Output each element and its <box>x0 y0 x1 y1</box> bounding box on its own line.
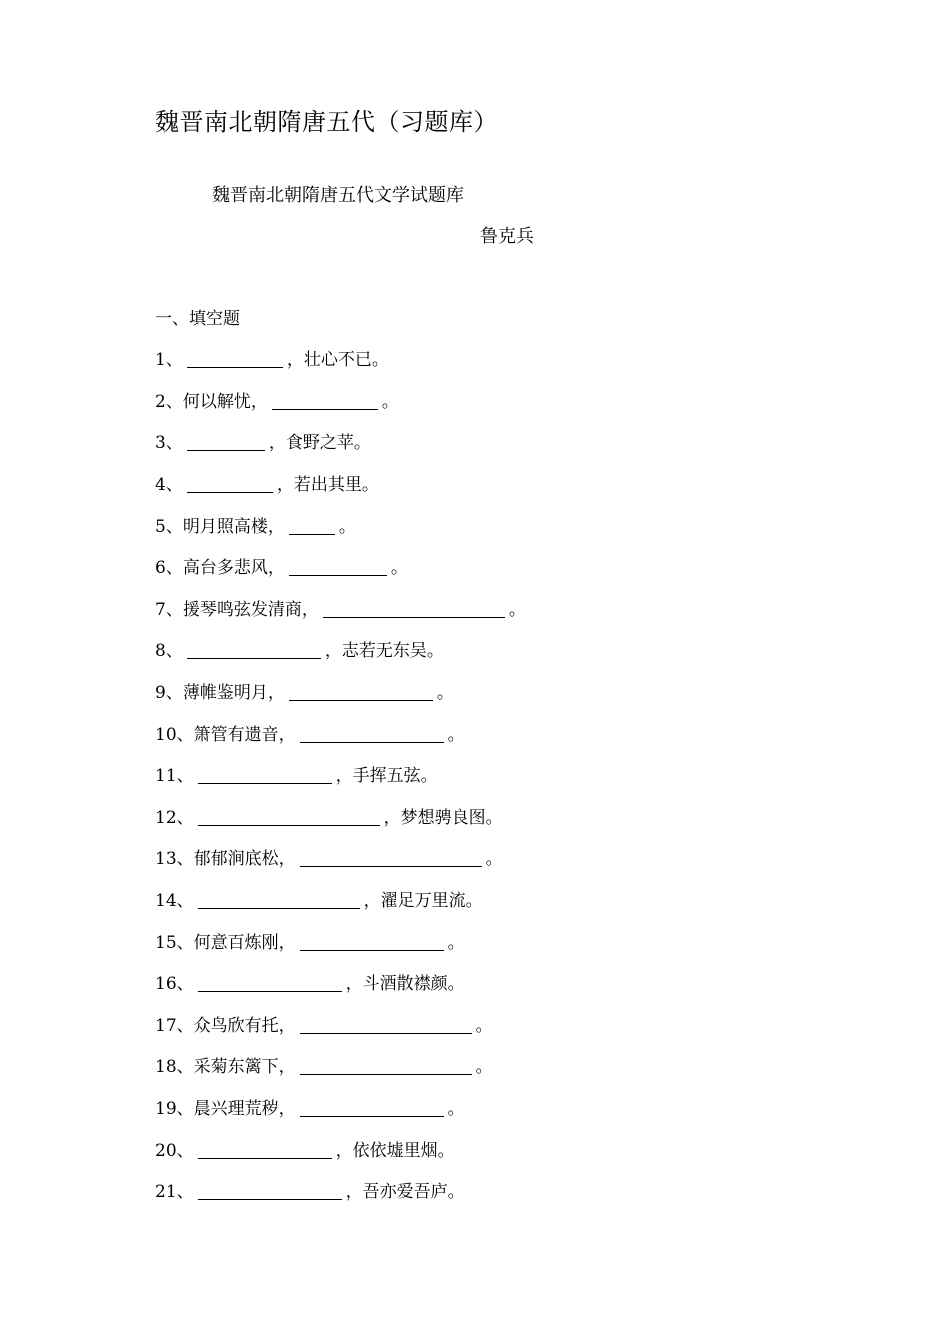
author-name: 鲁克兵 <box>480 226 534 247</box>
question-number: 6、 <box>155 558 183 578</box>
answer-blank <box>198 973 342 992</box>
question-prompt: 采菊东篱下， <box>193 1057 296 1077</box>
question-prompt: ，依依墟里烟。 <box>335 1141 455 1161</box>
question-number: 21、 <box>155 1182 194 1202</box>
question-prompt: ，志若无东吴。 <box>324 641 444 661</box>
answer-blank <box>187 432 265 451</box>
question-item <box>155 1137 455 1161</box>
question-number: 1、 <box>155 350 183 370</box>
answer-blank <box>323 599 505 618</box>
question-prompt: ，濯足万里流。 <box>363 891 483 911</box>
answer-blank <box>198 1181 342 1200</box>
question-item <box>155 1178 465 1202</box>
question-item <box>155 679 454 703</box>
question-item <box>155 762 438 786</box>
question-item <box>155 471 379 495</box>
question-item <box>155 721 465 745</box>
question-number: 2、 <box>155 392 183 412</box>
question-prompt: ，吾亦爱吾庐。 <box>345 1182 465 1202</box>
question-number: 15、 <box>155 933 194 953</box>
answer-blank <box>289 557 387 576</box>
question-prompt: ，食野之苹。 <box>268 433 371 453</box>
question-prompt: ，手挥五弦。 <box>335 766 438 786</box>
question-prompt: 何以解忧， <box>182 392 268 412</box>
answer-blank <box>300 1098 444 1117</box>
question-item <box>155 845 503 869</box>
question-prompt: 。 <box>475 1057 493 1077</box>
question-prompt: 晨兴理荒秽， <box>193 1099 296 1119</box>
question-prompt: 郁郁涧底松， <box>193 849 296 869</box>
section-heading: 一、填空题 <box>155 309 240 329</box>
answer-blank <box>198 1140 332 1159</box>
question-prompt: 高台多悲风， <box>182 558 285 578</box>
answer-blank <box>300 932 444 951</box>
question-prompt: 薄帷鉴明月， <box>182 683 285 703</box>
question-item <box>155 804 503 828</box>
question-number: 3、 <box>155 433 183 453</box>
answer-blank <box>300 724 444 743</box>
question-number: 17、 <box>155 1016 194 1036</box>
question-number: 18、 <box>155 1057 194 1077</box>
question-item <box>155 346 389 370</box>
question-item <box>155 388 399 412</box>
question-item <box>155 887 483 911</box>
question-number: 12、 <box>155 808 194 828</box>
document-subtitle: 魏晋南北朝隋唐五代文学试题库 <box>212 185 464 206</box>
question-item <box>155 1053 493 1077</box>
answer-blank <box>198 807 380 826</box>
question-prompt: 。 <box>390 558 408 578</box>
question-item <box>155 429 371 453</box>
question-item <box>155 596 526 620</box>
question-prompt: 。 <box>447 725 465 745</box>
question-prompt: 。 <box>338 517 356 537</box>
answer-blank <box>300 1056 472 1075</box>
question-prompt: 。 <box>485 849 503 869</box>
question-prompt: ，壮心不已。 <box>286 350 389 370</box>
answer-blank <box>300 848 482 867</box>
question-item <box>155 970 465 994</box>
answer-blank <box>272 391 378 410</box>
question-prompt: ，梦想骋良图。 <box>383 808 503 828</box>
question-prompt: 众鸟欣有托， <box>193 1016 296 1036</box>
question-prompt: 。 <box>381 392 399 412</box>
question-item <box>155 1095 465 1119</box>
question-number: 4、 <box>155 475 183 495</box>
question-prompt: ，若出其里。 <box>276 475 379 495</box>
answer-blank <box>187 349 283 368</box>
question-number: 5、 <box>155 517 183 537</box>
question-item <box>155 1012 493 1036</box>
answer-blank <box>289 682 433 701</box>
question-prompt: 。 <box>447 933 465 953</box>
question-prompt: 。 <box>436 683 454 703</box>
page-title: 魏晋南北朝隋唐五代（习题库） <box>155 108 498 136</box>
question-prompt: 援琴鸣弦发清商， <box>182 600 319 620</box>
question-number: 7、 <box>155 600 183 620</box>
question-prompt: 箫管有遗音， <box>193 725 296 745</box>
answer-blank <box>198 890 360 909</box>
answer-blank <box>187 640 321 659</box>
question-prompt: 。 <box>475 1016 493 1036</box>
question-number: 8、 <box>155 641 183 661</box>
question-prompt: 何意百炼刚， <box>193 933 296 953</box>
question-prompt: 明月照高楼， <box>182 517 285 537</box>
question-item <box>155 929 465 953</box>
question-number: 13、 <box>155 849 194 869</box>
question-prompt: ，斗酒散襟颜。 <box>345 974 465 994</box>
question-prompt: 。 <box>508 600 526 620</box>
answer-blank <box>289 516 335 535</box>
answer-blank <box>300 1015 472 1034</box>
question-number: 19、 <box>155 1099 194 1119</box>
question-number: 9、 <box>155 683 183 703</box>
question-item <box>155 513 356 537</box>
question-item <box>155 554 408 578</box>
question-number: 16、 <box>155 974 194 994</box>
question-number: 20、 <box>155 1141 194 1161</box>
question-item <box>155 637 444 661</box>
question-number: 14、 <box>155 891 194 911</box>
question-number: 10、 <box>155 725 194 745</box>
question-prompt: 。 <box>447 1099 465 1119</box>
answer-blank <box>187 474 273 493</box>
question-number: 11、 <box>155 766 194 786</box>
answer-blank <box>198 765 332 784</box>
